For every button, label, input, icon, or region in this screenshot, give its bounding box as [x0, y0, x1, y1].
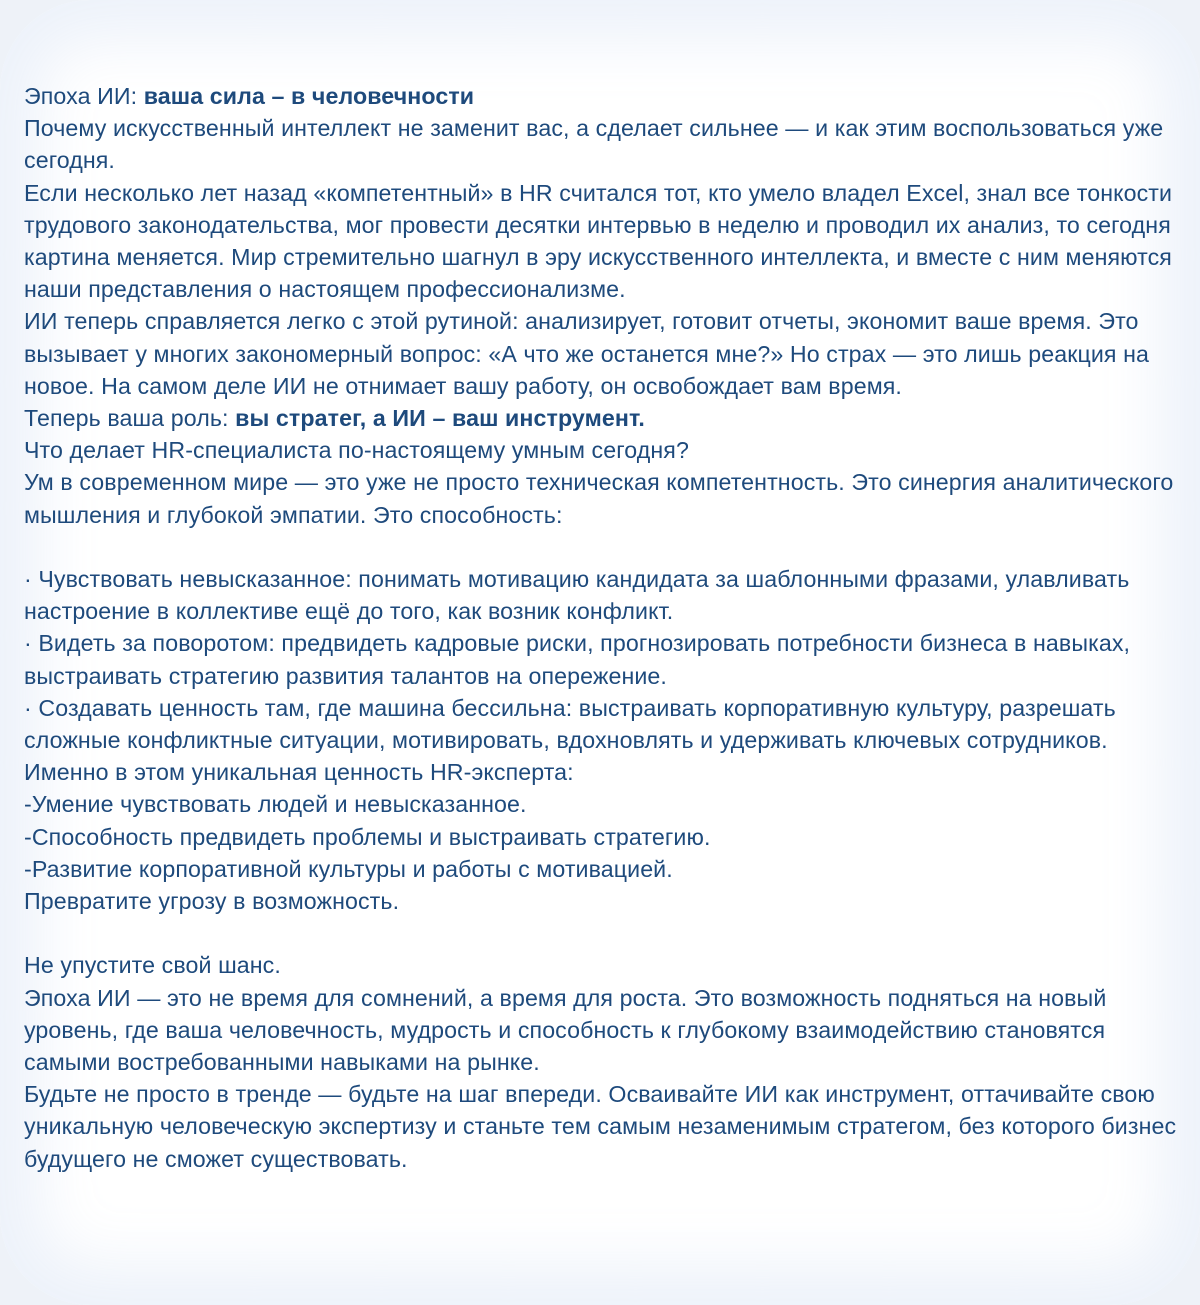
- paragraph-ai-routine: ИИ теперь справляется легко с этой рутиной: анализирует, готовит отчеты, экономит ваше время. Это вызывает у многих закономерный вопрос: «А что же останется мне?» Но страх — это лишь реакция на новое. На самом деле ИИ не отнимает вашу работу, он освобождает вам время.: [24, 308, 1150, 399]
- blank-line: [24, 531, 1184, 563]
- article-body: [24, 80, 1184, 1175]
- role-bold: вы стратег, а ИИ – ваш инструмент.: [235, 405, 645, 432]
- paragraph-closing: Будьте не просто в тренде — будьте на шаг впереди. Осваивайте ИИ как инструмент, оттачивайте свою уникальную человеческую экспертизу и станьте тем самым незаменимым стратегом, без которого бизнес будущего не сможет существовать.: [24, 1081, 1177, 1172]
- role-prefix: Теперь ваша роль:: [24, 405, 236, 432]
- value-heading: Именно в этом уникальная ценность HR-эксперта:: [24, 759, 574, 786]
- paragraph-intro: Если несколько лет назад «компетентный» в HR считался тот, кто умело владел Excel, знал все тонкости трудового законодательства, мог провести десятки интервью в неделю и проводил их анализ, то сегодня картина меняется. Мир стремительно шагнул в эру искусственного интеллекта, и вместе с ним меняются наши представления о настоящем профессионализме.: [24, 179, 1173, 303]
- role-statement: [24, 402, 1184, 434]
- dash-item: -Развитие корпоративной культуры и работы с мотивацией.: [24, 855, 673, 882]
- paragraph-synergy: Ум в современном мире — это уже не просто техническая компетентность. Это синергия аналитического мышления и глубокой эмпатии. Это способность:: [24, 469, 1174, 528]
- title-bold: ваша сила – в человечности: [143, 83, 475, 109]
- question-line: Что делает HR-специалиста по-настоящему умным сегодня?: [24, 437, 689, 464]
- dash-item: -Умение чувствовать людей и невысказанное.: [24, 791, 527, 818]
- bullet-item: · Создавать ценность там, где машина бессильна: выстраивать корпоративную культуру, разрешать сложные конфликтные ситуации, мотивировать, вдохновлять и удерживать ключевых сотрудников.: [24, 694, 1116, 754]
- article-subtitle: Почему искусственный интеллект не заменит вас, а сделает сильнее — и как этим воспользоваться уже сегодня.: [24, 115, 1164, 174]
- convert-line: Превратите угрозу в возможность.: [24, 888, 400, 915]
- chance-line: Не упустите свой шанс.: [24, 952, 281, 979]
- title-prefix: Эпоха ИИ:: [24, 83, 144, 109]
- blank-line: [24, 917, 1184, 949]
- bullet-item: · Видеть за поворотом: предвидеть кадровые риски, прогнозировать потребности бизнеса в навыках, выстраивать стратегию развития талантов на опережение.: [24, 630, 1131, 689]
- paragraph-growth: Эпоха ИИ — это не время для сомнений, а время для роста. Это возможность подняться на новый уровень, где ваша человечность, мудрость и способность к глубокому взаимодействию становятся самыми востребованными навыками на рынке.: [24, 984, 1107, 1076]
- dash-item: -Способность предвидеть проблемы и выстраивать стратегию.: [24, 823, 711, 850]
- bullet-item: · Чувствовать невысказанное: понимать мотивацию кандидата за шаблонными фразами, улавливать настроение в коллективе ещё до того, как возник конфликт.: [24, 566, 1130, 625]
- article-title: [24, 80, 1184, 112]
